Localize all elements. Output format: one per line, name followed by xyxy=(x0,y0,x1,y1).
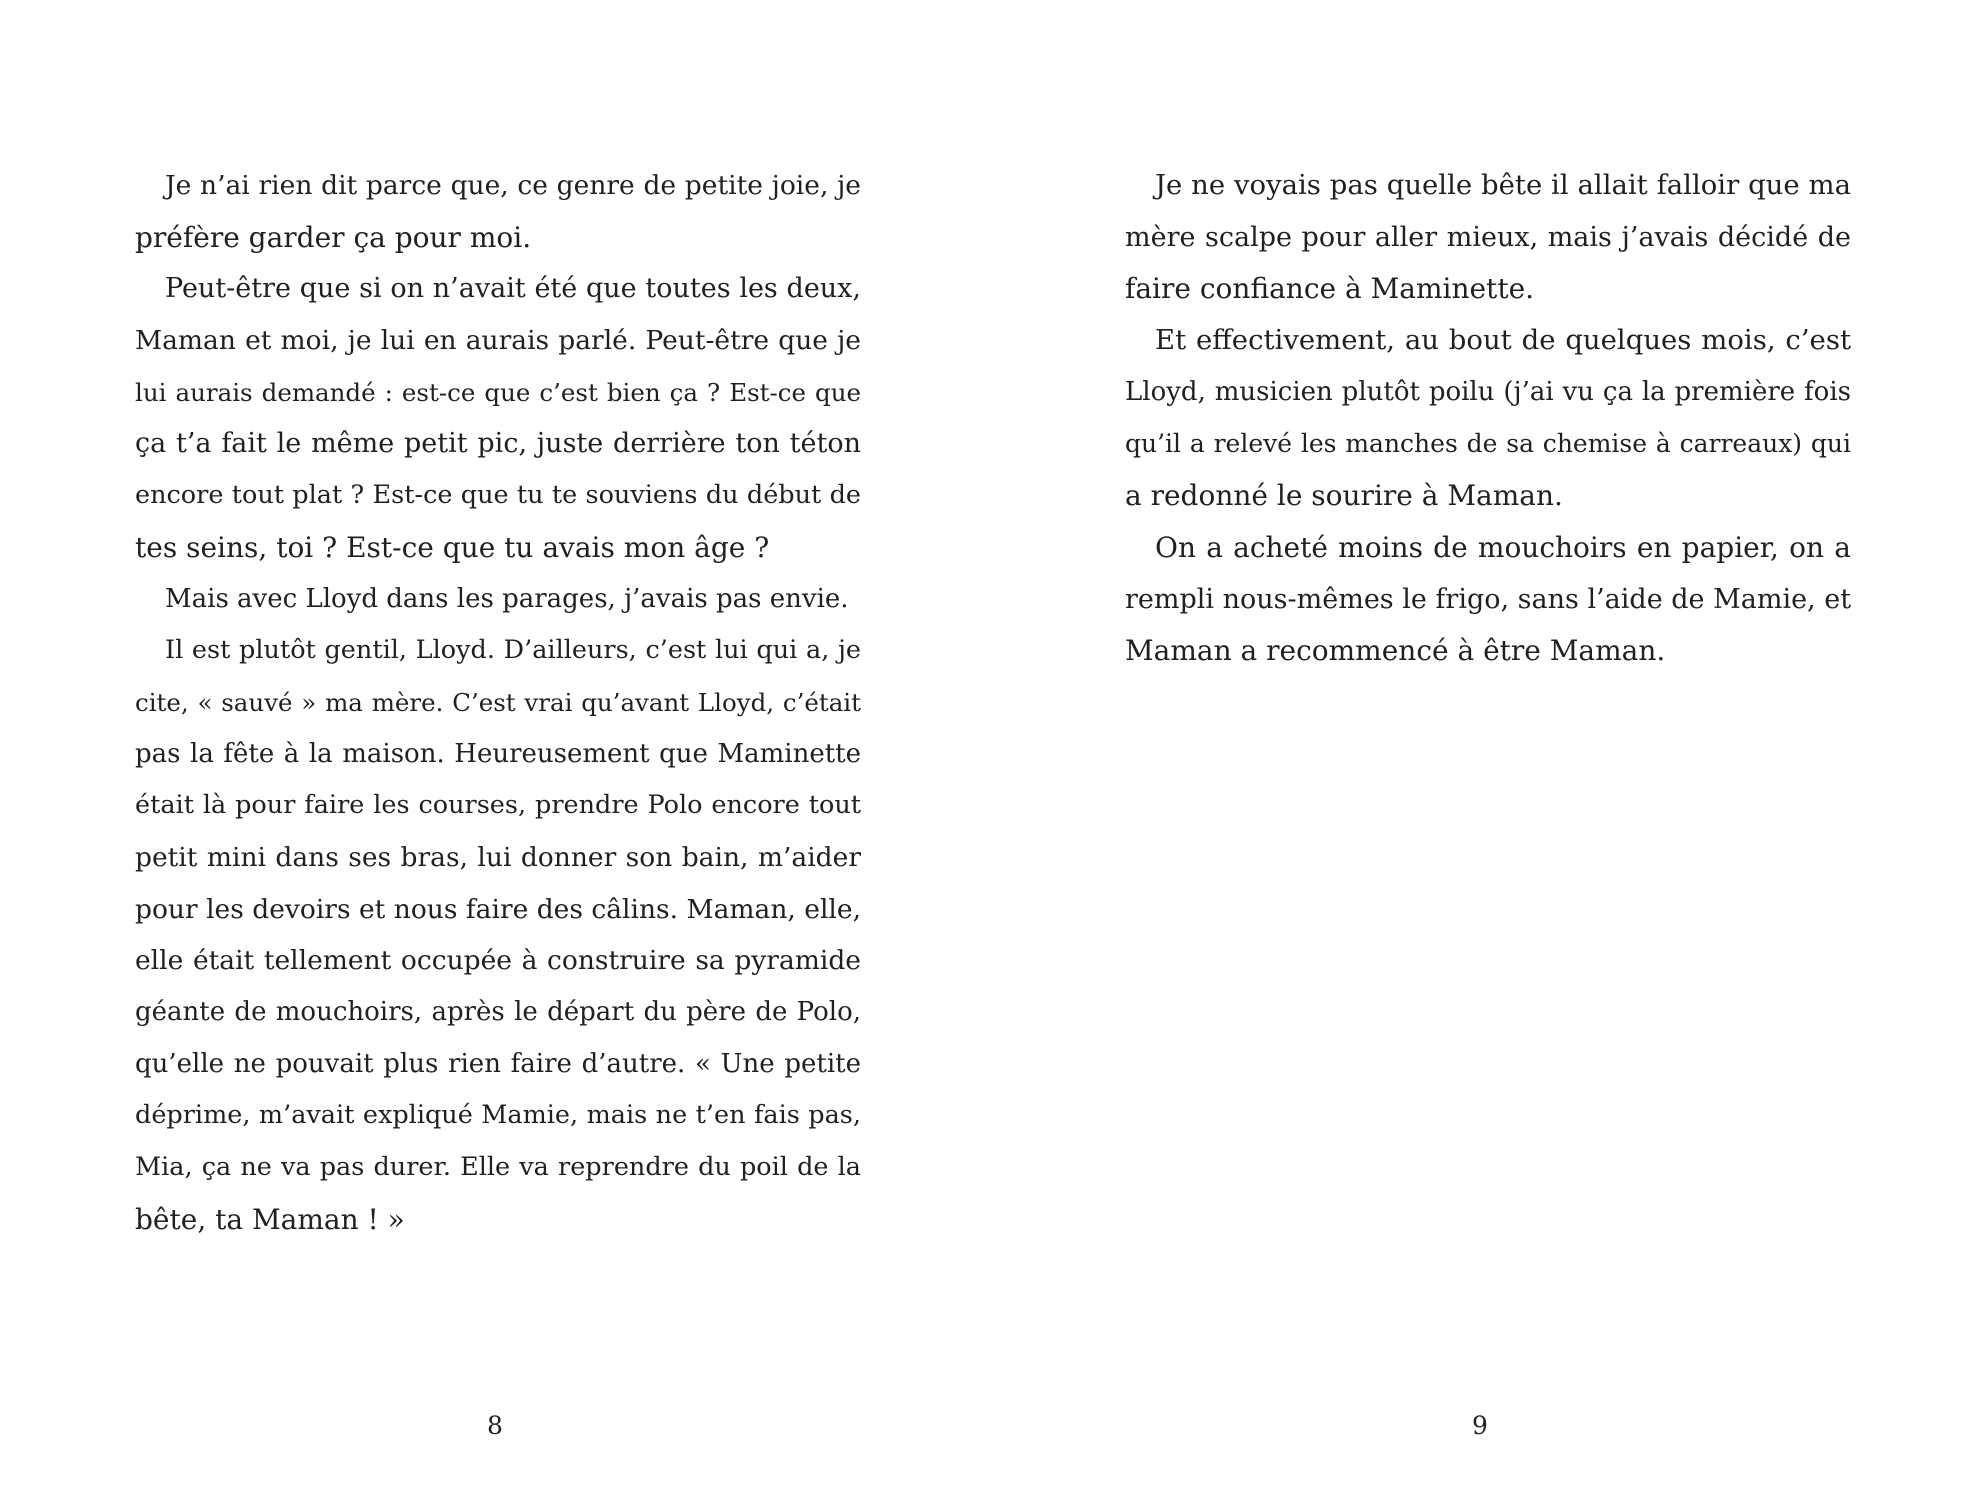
text-line: Mais avec Lloyd dans les parages, j’avais pas envie. xyxy=(165,583,849,614)
text-line: encore tout plat ? Est-ce que tu te souviens du début de xyxy=(135,480,861,511)
text-line: Maman et moi, je lui en aurais parlé. Peut-être que je xyxy=(135,325,861,357)
text-line: elle était tellement occupée à construire sa pyramide xyxy=(135,945,861,977)
text-line: déprime, m’avait expliqué Mamie, mais ne t’en fais pas, xyxy=(135,1100,861,1131)
text-line: qu’elle ne pouvait plus rien faire d’autre. « Une petite xyxy=(135,1048,861,1079)
text-line: géante de mouchoirs, après le départ du père de Polo, xyxy=(135,997,861,1027)
text-line: tes seins, toi ? Est-ce que tu avais mon âge ? xyxy=(135,530,770,564)
text-line: Je ne voyais pas quelle bête il allait falloir que ma xyxy=(1155,169,1851,201)
text-line: Il est plutôt gentil, Lloyd. D’ailleurs, c’est lui qui a, je xyxy=(165,635,861,666)
text-line: Mia, ça ne va pas durer. Elle va reprendre du poil de la xyxy=(135,1152,861,1183)
text-line: était là pour faire les courses, prendre Polo encore tout xyxy=(135,790,861,821)
right-page xyxy=(985,0,1969,1497)
text-line: qu’il a relevé les manches de sa chemise à carreaux) qui xyxy=(1125,429,1851,459)
text-line: pour les devoirs et nous faire des câlins. Maman, elle, xyxy=(135,893,862,925)
text-line: bête, ta Maman ! » xyxy=(135,1202,405,1236)
text-line: petit mini dans ses bras, lui donner son bain, m’aider xyxy=(135,841,861,873)
text-line: lui aurais demandé : est-ce que c’est bien ça ? Est-ce que xyxy=(135,377,861,407)
right-page-body-text xyxy=(1125,160,1851,677)
right-page-number: 9 xyxy=(1472,1411,1488,1440)
text-line: Maman a recommencé à être Maman. xyxy=(1125,634,1666,668)
text-line: Lloyd, musicien plutôt poilu (j’ai vu ça la première fois xyxy=(1125,376,1851,407)
text-line: préfère garder ça pour moi. xyxy=(135,220,532,254)
text-line: mère scalpe pour aller mieux, mais j’avais décidé de xyxy=(1125,221,1851,253)
text-line: Et effectivement, au bout de quelques mois, c’est xyxy=(1155,324,1851,357)
text-line: Peut-être que si on n’avait été que toutes les deux, xyxy=(165,273,861,305)
text-line: pas la fête à la maison. Heureusement que Maminette xyxy=(135,738,861,769)
text-line: Je n’ai rien dit parce que, ce genre de petite joie, je xyxy=(165,170,861,201)
text-line: On a acheté moins de mouchoirs en papier, on a xyxy=(1155,530,1851,564)
text-line: rempli nous-mêmes le frigo, sans l’aide de Mamie, et xyxy=(1125,583,1852,615)
text-line: a redonné le sourire à Maman. xyxy=(1125,479,1563,513)
text-line: cite, « sauvé » ma mère. C’est vrai qu’avant Lloyd, c’était xyxy=(135,687,861,717)
left-page-number: 8 xyxy=(487,1411,503,1440)
text-line: faire confiance à Maminette. xyxy=(1125,272,1535,306)
text-line: ça t’a fait le même petit pic, juste derrière ton téton xyxy=(135,428,861,460)
left-page-body-text xyxy=(135,160,861,1245)
